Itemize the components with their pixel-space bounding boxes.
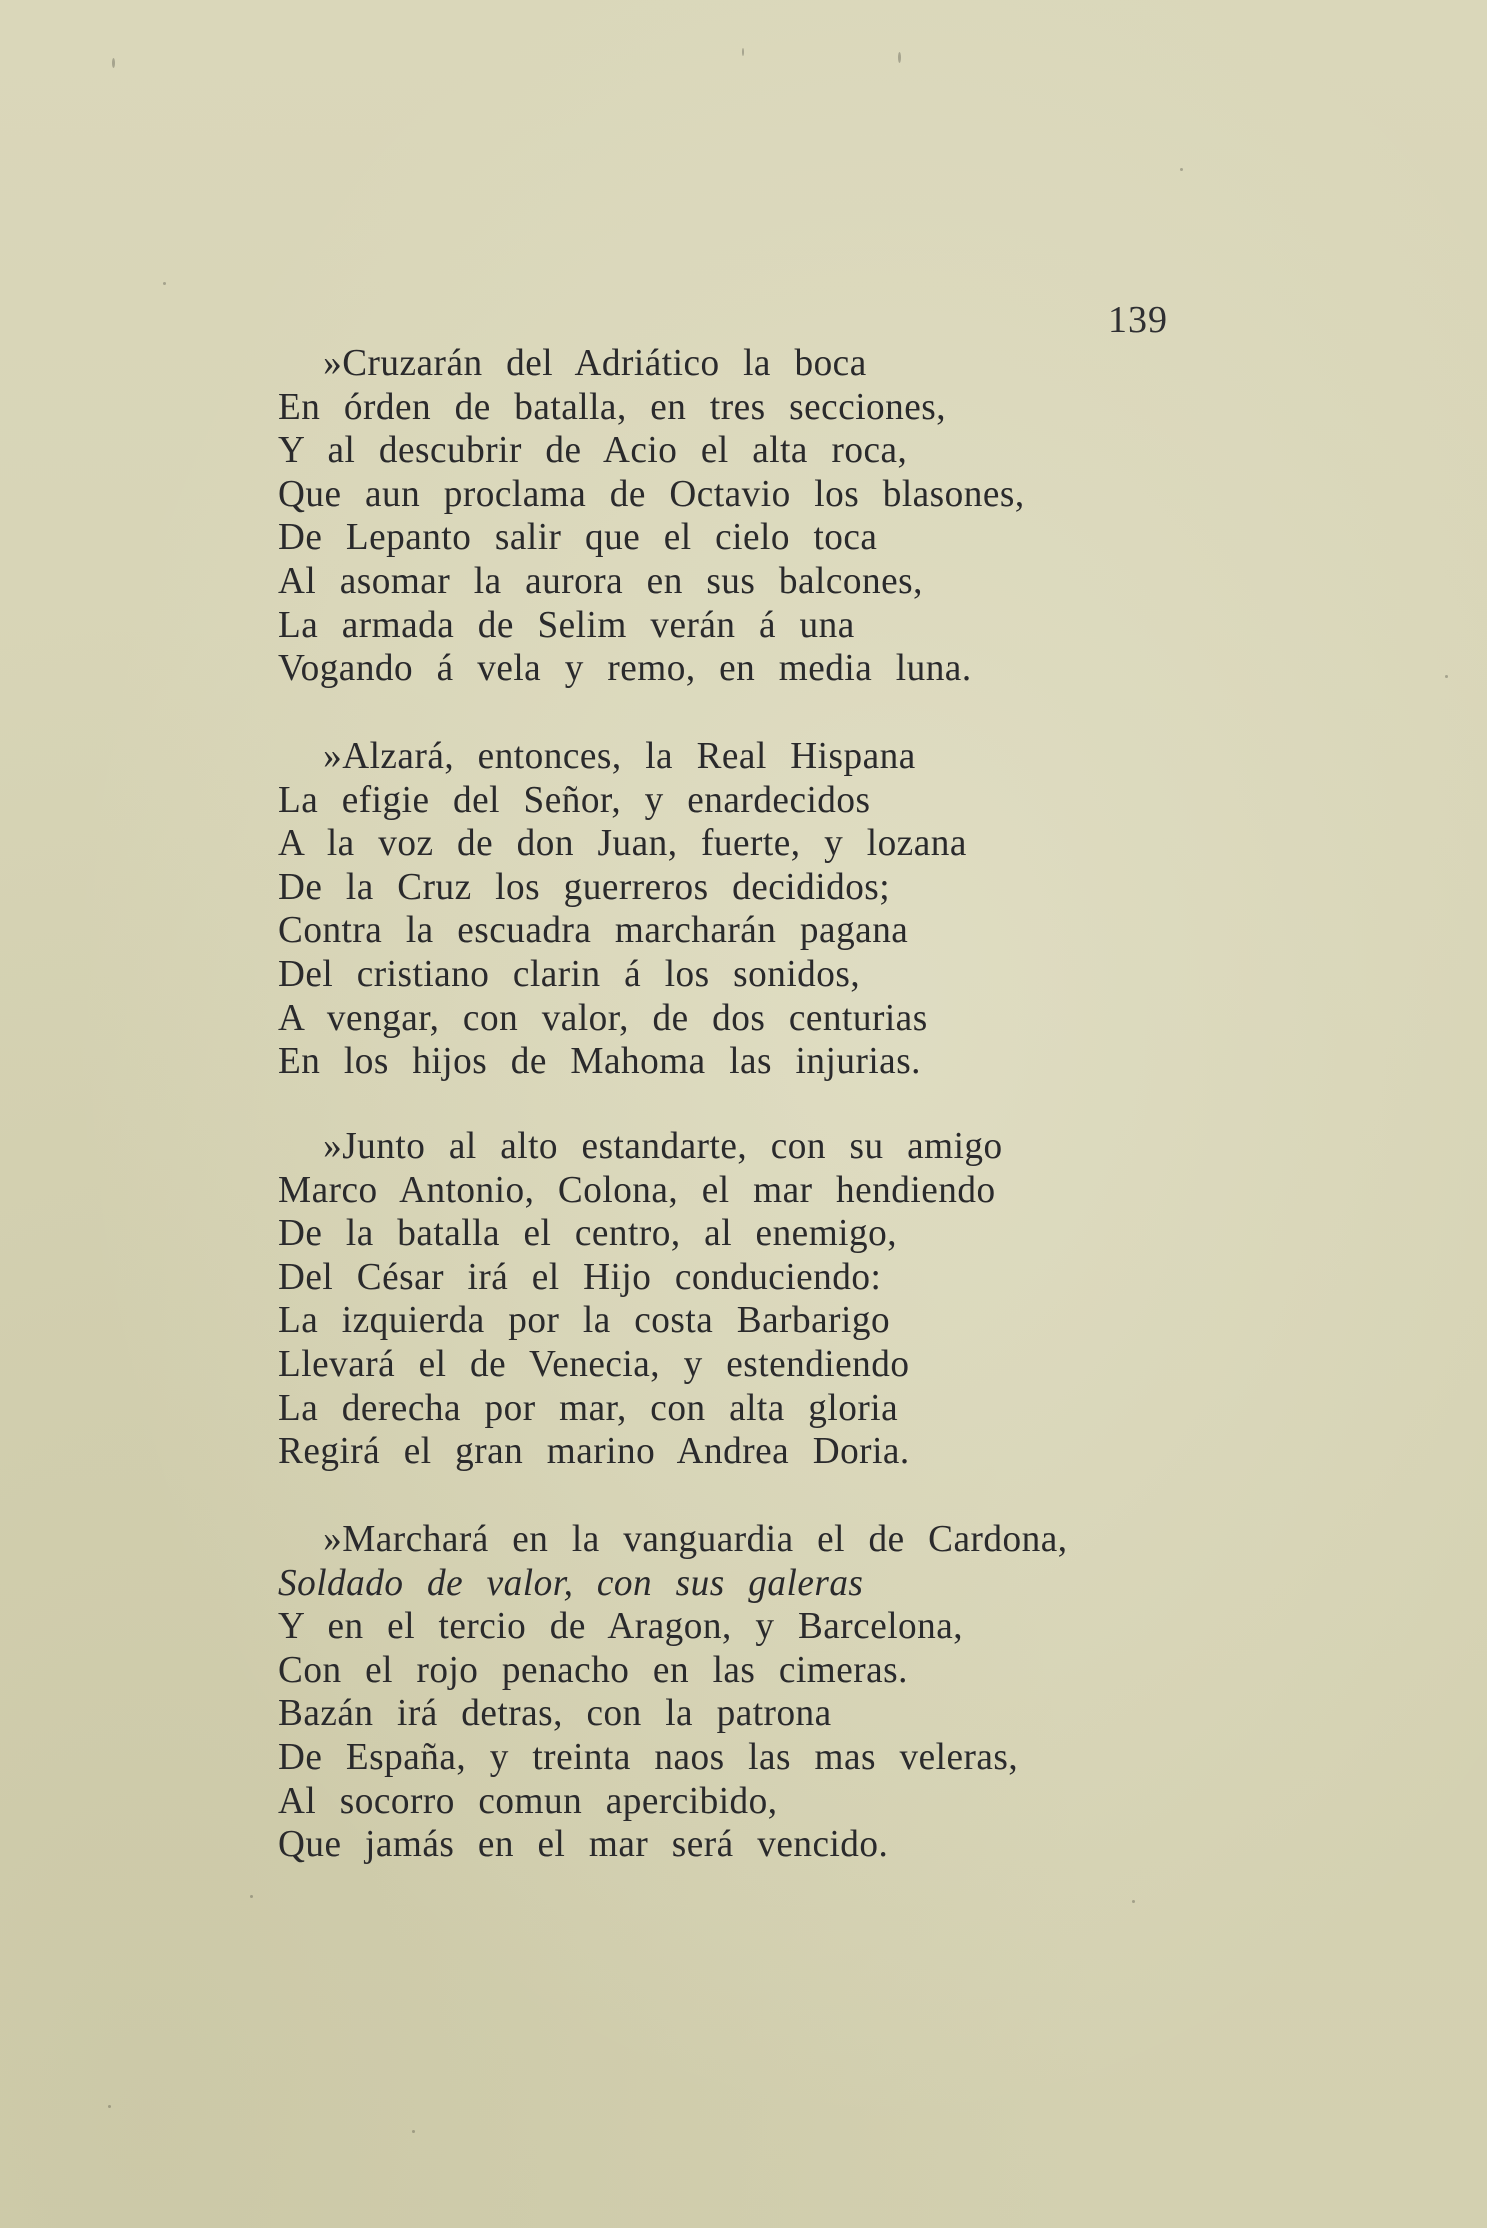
stanza [278,735,1158,1084]
verse-line: Al asomar la aurora en sus balcones, [278,559,923,602]
paper-speck [412,2130,415,2133]
verse-line: Marco Antonio, Colona, el mar hendiendo [278,1168,996,1211]
verse-line: Bazán irá detras, con la patrona [278,1692,832,1735]
verse-line: La derecha por mar, con alta gloria [278,1386,899,1429]
verse-line: La armada de Selim verán á una [278,603,855,646]
paper-speck [1180,168,1183,171]
verse-line: Y en el tercio de Aragon, y Barcelona, [278,1605,964,1648]
paper-speck [112,58,115,68]
verse-line: De Lepanto salir que el cielo toca [278,516,878,559]
verse-line: A la voz de don Juan, fuerte, y lozana [278,822,967,865]
verse-line: Regirá el gran marino Andrea Doria. [278,1430,910,1473]
verse-line: Llevará el de Venecia, y estendiendo [278,1342,910,1385]
page-number: 139 [1108,299,1168,341]
verse-line: »Cruzarán del Adriático la boca [323,342,867,384]
verse-line: Contra la escuadra marcharán pagana [278,909,909,952]
paper-speck [742,48,744,56]
verse-line: De la batalla el centro, al enemigo, [278,1212,898,1255]
verse-line: La izquierda por la costa Barbarigo [278,1299,891,1342]
verse-line: Del cristiano clarin á los sonidos, [278,952,861,995]
paper-speck [163,282,166,285]
verse-line: Soldado de valor, con sus galeras [278,1561,864,1604]
verse-line: »Alzará, entonces, la Real Hispana [323,735,916,777]
paper-speck [1132,1900,1135,1903]
paper-speck [1445,675,1448,678]
verse-line: Y al descubrir de Acio el alta roca, [278,429,908,472]
verse-line: Al socorro comun apercibido, [278,1779,778,1822]
stanza [278,342,1158,691]
verse-line: »Marchará en la vanguardia el de Cardona, [323,1518,1068,1560]
verse-line: De España, y treinta naos las mas veleras, [278,1735,1019,1778]
verse-line: Que jamás en el mar será vencido. [278,1823,889,1866]
verse-line: De la Cruz los guerreros decididos; [278,865,891,908]
verse-line: En los hijos de Mahoma las injurias. [278,1040,921,1083]
verse-line: A vengar, con valor, de dos centurias [278,996,928,1039]
stanza [278,1518,1158,1867]
paper-speck [250,1895,253,1898]
stanza [278,1125,1158,1474]
paper-speck [108,2105,111,2108]
verse-line: Que aun proclama de Octavio los blasones, [278,472,1025,515]
verse-line: »Junto al alto estandarte, con su amigo [323,1125,1003,1167]
paper-speck [898,52,901,63]
verse-line: En órden de batalla, en tres secciones, [278,385,947,428]
verse-line: La efigie del Señor, y enardecidos [278,778,871,821]
verse-line: Vogando á vela y remo, en media luna. [278,647,972,690]
verse-line: Con el rojo penacho en las cimeras. [278,1648,908,1691]
verse-line: Del César irá el Hijo conduciendo: [278,1255,882,1298]
